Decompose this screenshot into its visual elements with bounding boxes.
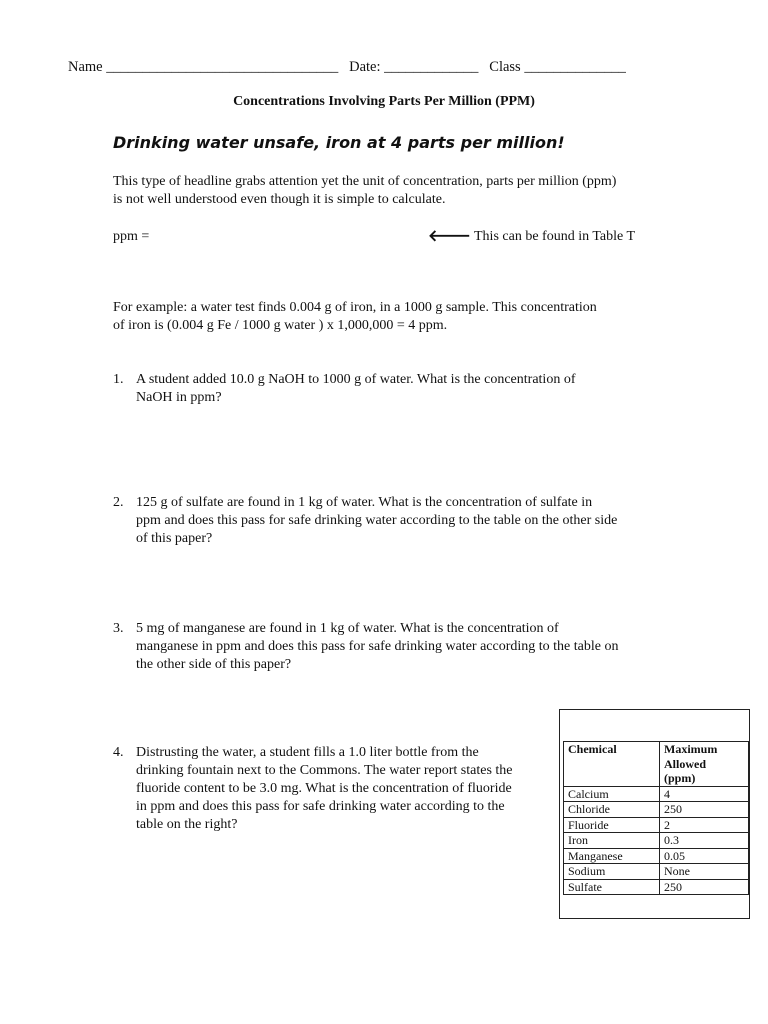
header-line: Maximum xyxy=(664,742,718,756)
question-2-text xyxy=(136,494,617,548)
question-2-number: 2. xyxy=(113,495,124,510)
left-arrow-icon: 🡐 xyxy=(428,226,471,245)
date-field-label: Date: _____________ xyxy=(349,59,479,75)
question-4-line: in ppm and does this pass for safe drinking water according to the xyxy=(136,799,505,814)
question-2-line: of this paper? xyxy=(136,531,213,546)
table-row xyxy=(564,817,749,833)
question-4-line: Distrusting the water, a student fills a 1.0 liter bottle from the xyxy=(136,745,479,760)
table-row xyxy=(564,802,749,818)
question-3-line: 5 mg of manganese are found in 1 kg of water. What is the concentration of xyxy=(136,621,559,636)
question-2-line: 125 g of sulfate are found in 1 kg of water. What is the concentration of sulfate in xyxy=(136,495,593,510)
ppm-cell: 250 xyxy=(660,802,749,818)
question-4-line: table on the right? xyxy=(136,817,238,832)
header-line: (ppm) xyxy=(664,771,696,785)
header-line: Allowed xyxy=(664,756,706,771)
chemical-cell: Sodium xyxy=(564,864,660,880)
table-row xyxy=(564,833,749,849)
question-4-line: fluoride content to be 3.0 mg. What is the concentration of fluoride xyxy=(136,781,512,796)
chemical-cell: Fluoride xyxy=(564,817,660,833)
column-header-chemical: Chemical xyxy=(564,742,660,787)
class-field-label: Class ______________ xyxy=(489,59,626,75)
ppm-cell: 0.05 xyxy=(660,848,749,864)
chemical-cell: Iron xyxy=(564,833,660,849)
column-header-max-allowed xyxy=(660,742,749,787)
question-1-number: 1. xyxy=(113,372,124,387)
intro-line-2: is not well understood even though it is simple to calculate. xyxy=(113,192,446,207)
table-t-note: This can be found in Table T xyxy=(474,229,636,244)
ppm-cell: 2 xyxy=(660,817,749,833)
question-4-text xyxy=(136,744,513,834)
question-3-line: the other side of this paper? xyxy=(136,657,292,672)
example-line-1: For example: a water test finds 0.004 g of iron, in a 1000 g sample. This concentration xyxy=(113,300,597,315)
name-field-label: Name ________________________________ xyxy=(68,59,339,75)
ppm-cell: None xyxy=(660,864,749,880)
worksheet-title: Concentrations Involving Parts Per Million (PPM) xyxy=(233,94,535,109)
chemical-cell: Manganese xyxy=(564,848,660,864)
table-row xyxy=(564,786,749,802)
question-1-line: NaOH in ppm? xyxy=(136,390,222,405)
ppm-formula-label: ppm = xyxy=(113,229,150,244)
table-row xyxy=(564,864,749,880)
question-3-line: manganese in ppm and does this pass for safe drinking water according to the table on xyxy=(136,639,619,654)
intro-line-1: This type of headline grabs attention yet the unit of concentration, parts per million (ppm) xyxy=(113,174,617,189)
question-3-number: 3. xyxy=(113,621,124,636)
headline: Drinking water unsafe, iron at 4 parts per million! xyxy=(113,133,565,152)
ppm-cell: 4 xyxy=(660,786,749,802)
table-header-row xyxy=(564,742,749,787)
question-4-number: 4. xyxy=(113,745,124,760)
question-2-line: ppm and does this pass for safe drinking water according to the table on the other side xyxy=(136,513,618,528)
max-allowed-table xyxy=(563,741,749,895)
chemical-cell: Chloride xyxy=(564,802,660,818)
question-1-text xyxy=(136,371,575,407)
chemical-cell: Calcium xyxy=(564,786,660,802)
student-info-row xyxy=(68,59,626,76)
question-1-line: A student added 10.0 g NaOH to 1000 g of water. What is the concentration of xyxy=(136,372,576,387)
example-line-2: of iron is (0.004 g Fe / 1000 g water ) x 1,000,000 = 4 ppm. xyxy=(113,318,448,333)
question-3-text xyxy=(136,620,618,674)
question-4-line: drinking fountain next to the Commons. The water report states the xyxy=(136,763,513,778)
table-row xyxy=(564,879,749,895)
table-row xyxy=(564,848,749,864)
ppm-cell: 0.3 xyxy=(660,833,749,849)
ppm-cell: 250 xyxy=(660,879,749,895)
chemical-cell: Sulfate xyxy=(564,879,660,895)
